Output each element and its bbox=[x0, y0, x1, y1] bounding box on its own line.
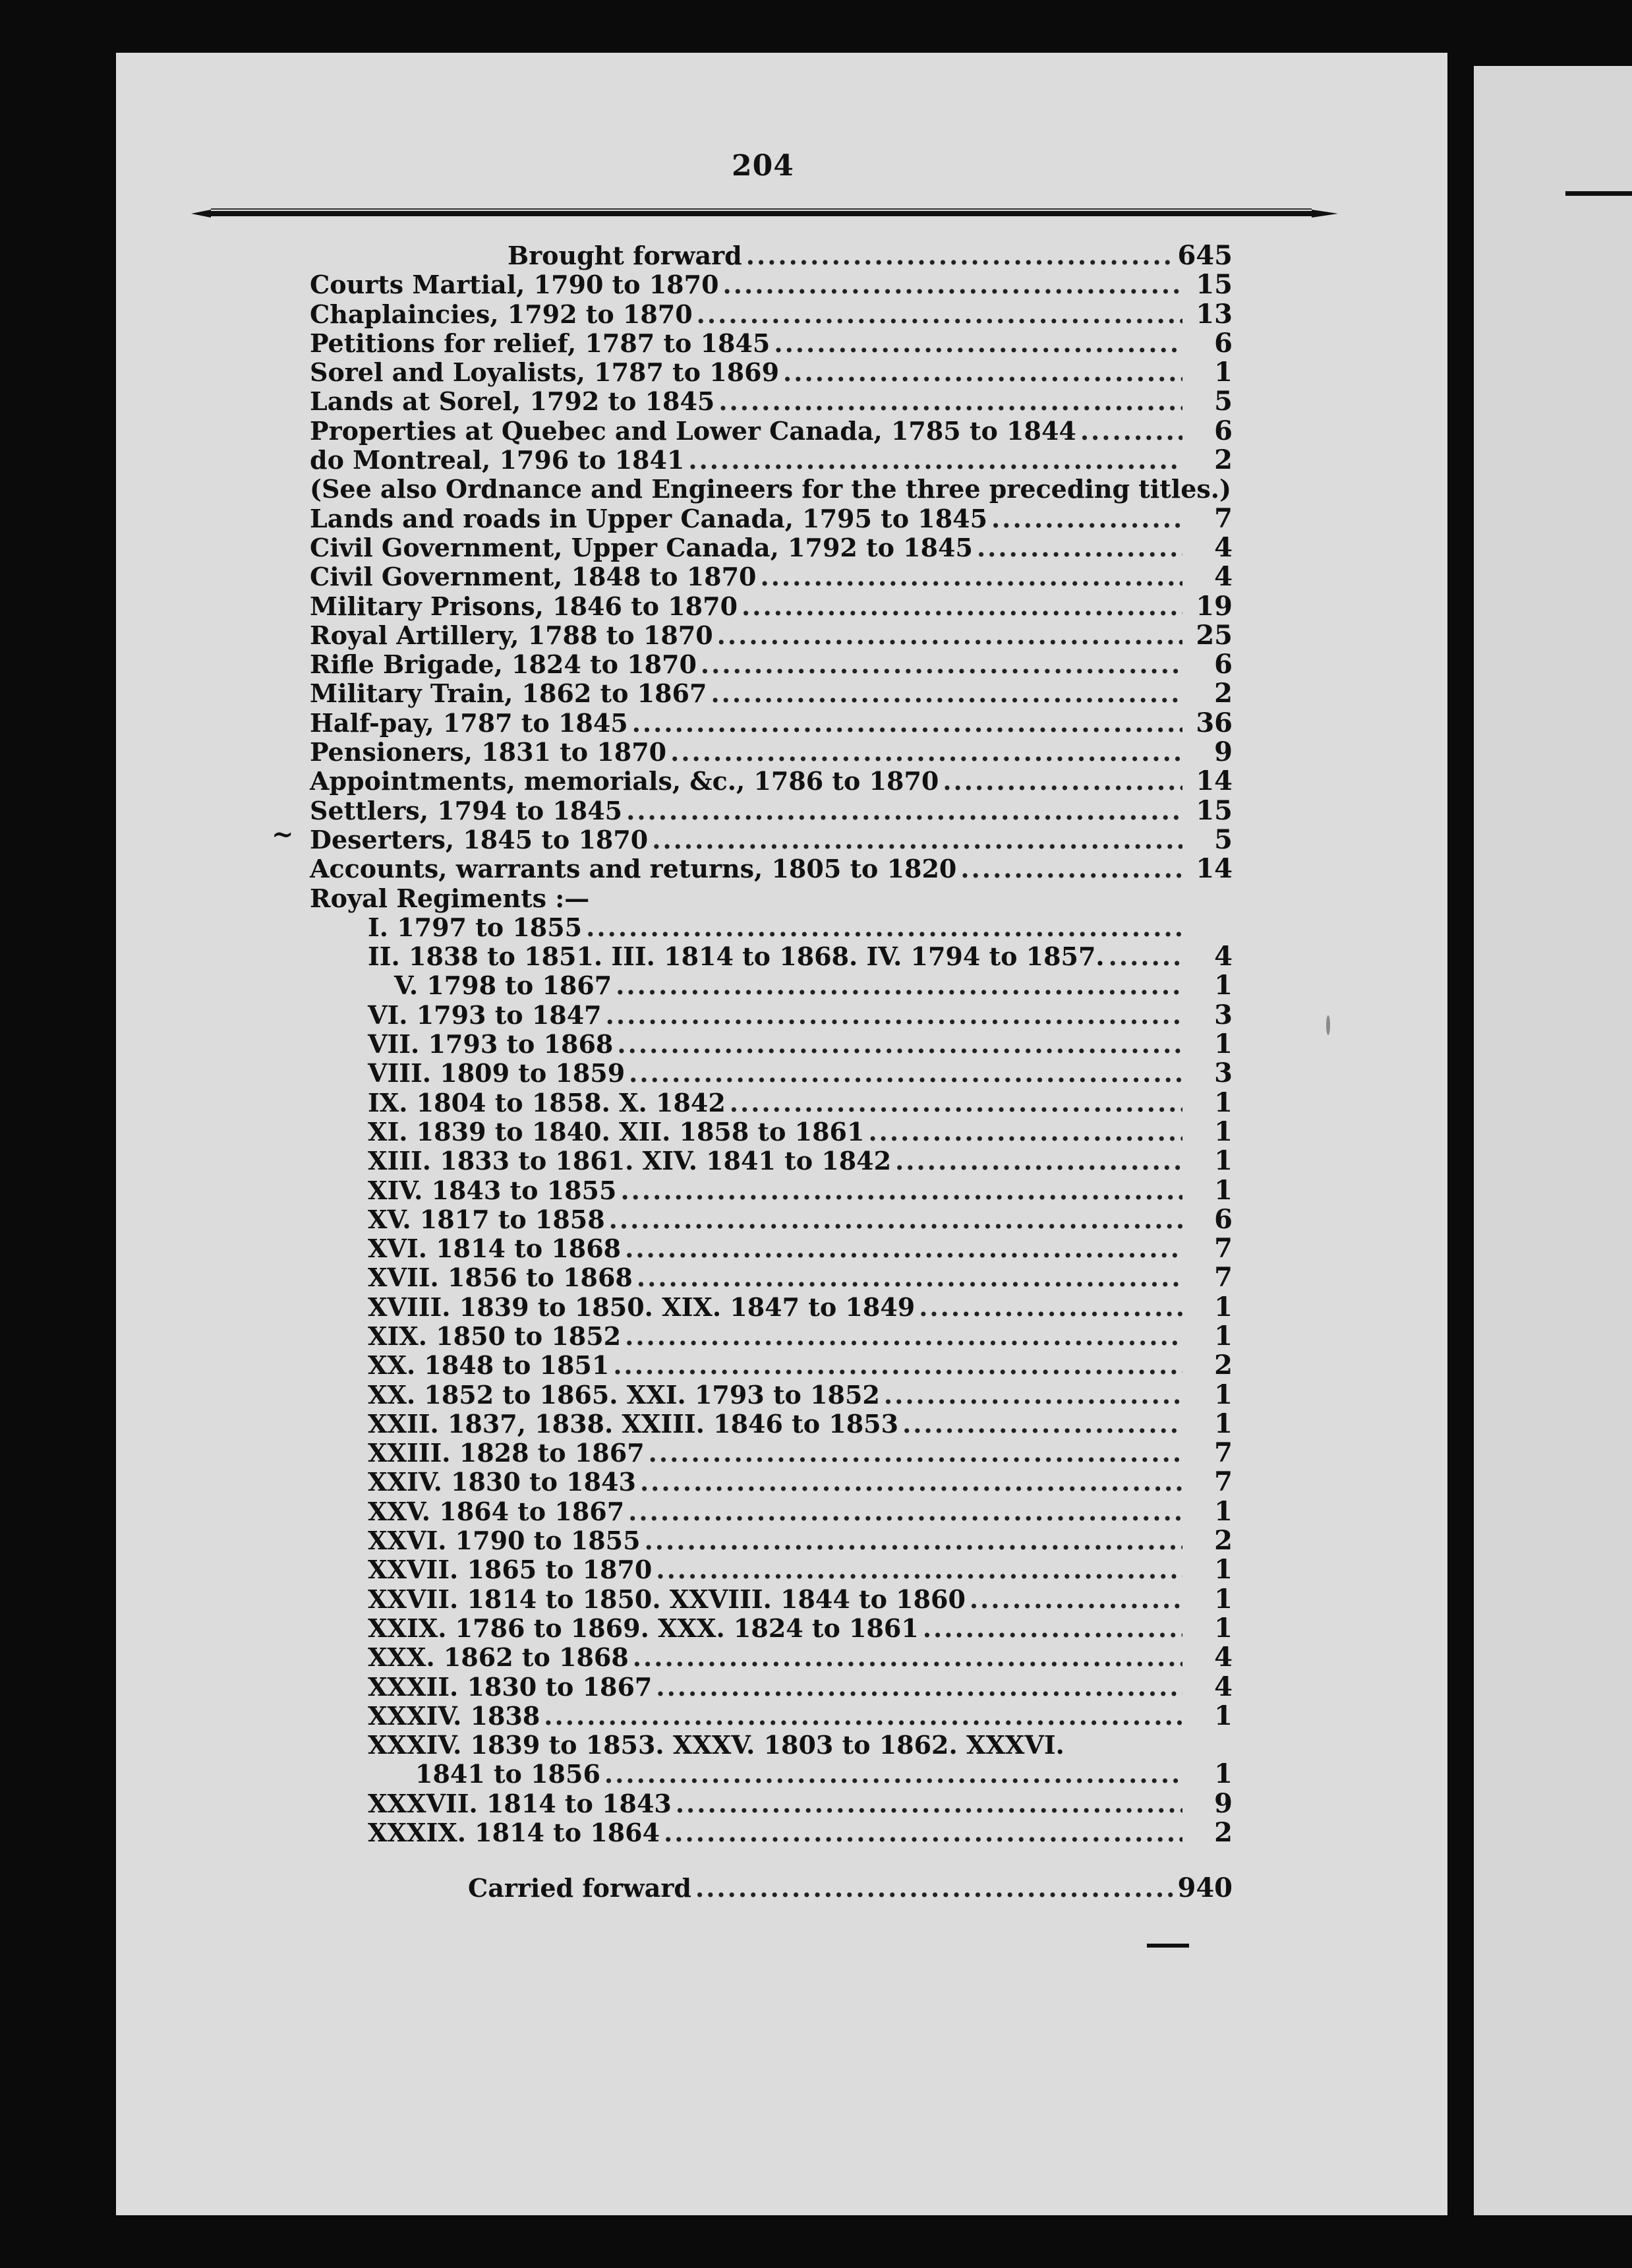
ledger-row bbox=[310, 1234, 1233, 1263]
ledger-row bbox=[310, 1147, 1233, 1176]
leader-dots bbox=[868, 1118, 1182, 1147]
ledger-row bbox=[310, 446, 1233, 475]
leader-dots bbox=[637, 1263, 1182, 1292]
ledger-row bbox=[310, 1614, 1233, 1643]
ledger-row bbox=[310, 971, 1233, 1000]
ledger-row bbox=[310, 1410, 1233, 1439]
leader-dots bbox=[652, 825, 1182, 854]
ledger-row bbox=[310, 1585, 1233, 1614]
entry-count: 7 bbox=[1214, 1437, 1233, 1469]
ledger-row bbox=[310, 1176, 1233, 1205]
leader-dots bbox=[919, 1293, 1182, 1322]
entry-text: Settlers, 1794 to 1845 bbox=[310, 795, 623, 825]
ledger-row bbox=[310, 767, 1233, 796]
ledger-list bbox=[310, 241, 1233, 1903]
entry-text: XXV. 1864 to 1867 bbox=[368, 1496, 625, 1526]
entry-text: Royal Artillery, 1788 to 1870 bbox=[310, 620, 713, 650]
leader-dots bbox=[977, 533, 1182, 562]
leader-dots bbox=[633, 1643, 1182, 1672]
entry-count: 15 bbox=[1196, 794, 1233, 826]
ledger-row bbox=[310, 1497, 1233, 1526]
entry-count: 19 bbox=[1196, 590, 1233, 622]
leader-dots bbox=[943, 767, 1182, 796]
entry-count: 940 bbox=[1177, 1872, 1233, 1904]
entry-text: XXII. 1837, 1838. XXIII. 1846 to 1853 bbox=[368, 1408, 899, 1439]
entry-text: Courts Martial, 1790 to 1870 bbox=[310, 270, 719, 300]
leader-dots bbox=[895, 1147, 1182, 1176]
leader-dots bbox=[626, 796, 1182, 825]
entry-text: Military Train, 1862 to 1867 bbox=[310, 678, 707, 709]
ledger-row bbox=[310, 358, 1233, 387]
ledger-row bbox=[310, 1205, 1233, 1234]
leader-dots bbox=[717, 621, 1182, 650]
entry-count: 5 bbox=[1214, 386, 1233, 417]
entry-count: 2 bbox=[1214, 1817, 1233, 1849]
ledger-row bbox=[310, 592, 1233, 621]
entry-text: Rifle Brigade, 1824 to 1870 bbox=[310, 649, 697, 680]
entry-count: 3 bbox=[1214, 999, 1233, 1030]
leader-dots bbox=[664, 1818, 1182, 1847]
ledger-row bbox=[310, 1263, 1233, 1292]
leader-dots bbox=[616, 971, 1182, 1000]
leader-dots bbox=[606, 1001, 1182, 1030]
entry-count: 1 bbox=[1214, 1758, 1233, 1790]
leader-dots bbox=[625, 1234, 1182, 1263]
ledger-row bbox=[310, 1439, 1233, 1468]
entry-text: XXVI. 1790 to 1855 bbox=[368, 1526, 641, 1556]
entry-count: 645 bbox=[1177, 240, 1233, 271]
leader-dots bbox=[701, 650, 1182, 679]
entry-text: XXIX. 1786 to 1869. XXX. 1824 to 1861 bbox=[368, 1613, 919, 1643]
entry-count: 1 bbox=[1214, 1174, 1233, 1206]
entry-count: 15 bbox=[1196, 269, 1233, 301]
ledger-row bbox=[310, 270, 1233, 299]
ledger-row bbox=[310, 1293, 1233, 1322]
entry-text: Civil Government, 1848 to 1870 bbox=[310, 562, 757, 592]
ledger-row bbox=[310, 1059, 1233, 1088]
entry-text: XXVII. 1865 to 1870 bbox=[368, 1555, 653, 1585]
leader-dots bbox=[1109, 942, 1182, 971]
entry-text: (See also Ordnance and Engineers for the three preceding titles.) bbox=[310, 474, 1232, 504]
entry-text: Half-pay, 1787 to 1845 bbox=[310, 707, 628, 738]
entry-text: Lands and roads in Upper Canada, 1795 to 1845 bbox=[310, 503, 988, 533]
leader-dots bbox=[640, 1468, 1182, 1497]
leader-dots bbox=[1080, 417, 1182, 446]
entry-text: Military Prisons, 1846 to 1870 bbox=[310, 591, 738, 621]
entry-text: VII. 1793 to 1868 bbox=[368, 1029, 614, 1059]
entry-count: 3 bbox=[1214, 1058, 1233, 1089]
leader-dots bbox=[711, 679, 1182, 708]
leader-dots bbox=[960, 854, 1182, 883]
entry-count: 1 bbox=[1214, 1554, 1233, 1586]
entry-count: 2 bbox=[1214, 1525, 1233, 1557]
leader-dots bbox=[617, 1030, 1182, 1059]
entry-text: XXXVII. 1814 to 1843 bbox=[368, 1788, 672, 1818]
leader-dots bbox=[718, 387, 1182, 416]
entry-text: XXIV. 1830 to 1843 bbox=[368, 1467, 636, 1497]
entry-count: 4 bbox=[1214, 561, 1233, 593]
brought-forward-row bbox=[310, 241, 1233, 270]
ledger-row bbox=[310, 1818, 1233, 1847]
leader-dots bbox=[730, 1089, 1182, 1118]
entry-text: I. 1797 to 1855 bbox=[368, 912, 583, 942]
leader-dots bbox=[923, 1614, 1182, 1643]
entry-text: Appointments, memorials, &c., 1786 to 1870 bbox=[310, 766, 939, 796]
entry-text: Chaplaincies, 1792 to 1870 bbox=[310, 299, 693, 329]
leader-dots bbox=[676, 1789, 1182, 1818]
entry-text: V. 1798 to 1867 bbox=[394, 970, 612, 1001]
leader-dots bbox=[620, 1176, 1182, 1205]
entry-count: 14 bbox=[1196, 853, 1233, 885]
ledger-row bbox=[310, 796, 1233, 825]
leader-dots bbox=[628, 1497, 1182, 1526]
leader-dots bbox=[760, 562, 1182, 591]
entry-text: XVIII. 1839 to 1850. XIX. 1847 to 1849 bbox=[368, 1292, 916, 1322]
leader-dots bbox=[970, 1585, 1182, 1614]
entry-count: 7 bbox=[1214, 1233, 1233, 1265]
entry-text: IX. 1804 to 1858. X. 1842 bbox=[368, 1087, 726, 1118]
entry-text: XVI. 1814 to 1868 bbox=[368, 1234, 622, 1264]
ledger-row bbox=[310, 1760, 1233, 1789]
entry-text: Royal Regiments :— bbox=[310, 883, 590, 913]
entry-text: XV. 1817 to 1858 bbox=[368, 1204, 605, 1234]
entry-count: 1 bbox=[1214, 1379, 1233, 1410]
entry-count: 6 bbox=[1214, 649, 1233, 680]
entry-count: 2 bbox=[1214, 1350, 1233, 1381]
ledger-row bbox=[310, 1030, 1233, 1059]
leader-dots bbox=[742, 592, 1182, 621]
ledger-row bbox=[310, 1089, 1233, 1118]
ledger-row bbox=[310, 329, 1233, 358]
entry-text: XI. 1839 to 1840. XII. 1858 to 1861 bbox=[368, 1116, 865, 1147]
ledger-row bbox=[310, 738, 1233, 767]
margin-mark: ~ bbox=[272, 819, 294, 850]
ledger-row bbox=[310, 1673, 1233, 1702]
entry-text: Lands at Sorel, 1792 to 1845 bbox=[310, 386, 715, 417]
header-rule bbox=[191, 206, 1338, 220]
entry-text: Pensioners, 1831 to 1870 bbox=[310, 737, 667, 767]
entry-count: 7 bbox=[1214, 502, 1233, 534]
entry-count: 2 bbox=[1214, 444, 1233, 476]
leader-dots bbox=[695, 1874, 1174, 1903]
entry-count: 1 bbox=[1214, 357, 1233, 388]
entry-text: XXXIV. 1839 to 1853. XXXV. 1803 to 1862. XXXVI. bbox=[368, 1730, 1064, 1760]
entry-count: 4 bbox=[1214, 941, 1233, 972]
leader-dots bbox=[991, 504, 1182, 533]
carried-forward-row bbox=[310, 1874, 1233, 1903]
total-rule bbox=[1147, 1944, 1189, 1948]
entry-count: 1 bbox=[1214, 1495, 1233, 1527]
leader-dots bbox=[670, 738, 1182, 767]
ledger-row bbox=[310, 884, 1233, 913]
leader-dots bbox=[723, 270, 1182, 299]
entry-text: 1841 to 1856 bbox=[415, 1759, 600, 1789]
ledger-row bbox=[310, 1381, 1233, 1410]
leader-dots bbox=[656, 1673, 1182, 1702]
leader-dots bbox=[629, 1059, 1182, 1088]
leader-dots bbox=[645, 1526, 1182, 1555]
ledger-row bbox=[310, 650, 1233, 679]
entry-text: XXXIV. 1838 bbox=[368, 1700, 540, 1731]
entry-text: XIV. 1843 to 1855 bbox=[368, 1175, 617, 1205]
ledger-row bbox=[310, 504, 1233, 533]
entry-count: 36 bbox=[1196, 707, 1233, 738]
ledger-row bbox=[310, 709, 1233, 738]
leader-dots bbox=[884, 1381, 1182, 1410]
entry-text: XIII. 1833 to 1861. XIV. 1841 to 1842 bbox=[368, 1146, 892, 1176]
ledger-row bbox=[310, 621, 1233, 650]
ledger-row bbox=[310, 1789, 1233, 1818]
leader-dots bbox=[688, 446, 1182, 475]
entry-count: 2 bbox=[1214, 678, 1233, 709]
leader-dots bbox=[774, 329, 1182, 358]
leader-dots bbox=[902, 1410, 1182, 1439]
leader-dots bbox=[544, 1702, 1182, 1731]
entry-text: Properties at Quebec and Lower Canada, 1785 to 1844 bbox=[310, 415, 1076, 446]
ledger-row bbox=[310, 1351, 1233, 1380]
entry-count: 9 bbox=[1214, 1787, 1233, 1819]
entry-count: 7 bbox=[1214, 1466, 1233, 1498]
entry-text: VI. 1793 to 1847 bbox=[368, 1000, 602, 1030]
entry-count: 4 bbox=[1214, 1671, 1233, 1702]
leader-dots bbox=[625, 1322, 1182, 1351]
leader-dots bbox=[586, 913, 1182, 942]
entry-count: 9 bbox=[1214, 736, 1233, 768]
leader-dots bbox=[604, 1760, 1182, 1789]
entry-text: Sorel and Loyalists, 1787 to 1869 bbox=[310, 357, 780, 388]
page-number: 204 bbox=[732, 149, 794, 183]
entry-text: II. 1838 to 1851. III. 1814 to 1868. IV. 1794 to 1857. bbox=[368, 941, 1105, 972]
ledger-row bbox=[310, 1702, 1233, 1731]
entry-count: 1 bbox=[1214, 1320, 1233, 1352]
ledger-row bbox=[310, 1322, 1233, 1351]
ledger-row bbox=[310, 475, 1233, 504]
entry-count: 1 bbox=[1214, 1612, 1233, 1644]
entry-text: Deserters, 1845 to 1870 bbox=[310, 824, 649, 854]
ledger-row bbox=[310, 942, 1233, 971]
leader-dots bbox=[697, 300, 1182, 329]
entry-text: VIII. 1809 to 1859 bbox=[368, 1058, 626, 1089]
ledger-row bbox=[310, 1643, 1233, 1672]
leader-dots bbox=[632, 709, 1182, 738]
entry-text: XXIII. 1828 to 1867 bbox=[368, 1438, 645, 1468]
entry-count: 1 bbox=[1214, 970, 1233, 1001]
entry-count: 14 bbox=[1196, 765, 1233, 797]
entry-count: 1 bbox=[1214, 1408, 1233, 1439]
entry-count: 1 bbox=[1214, 1029, 1233, 1060]
entry-text: do Montreal, 1796 to 1841 bbox=[310, 445, 685, 475]
entry-text: XVII. 1856 to 1868 bbox=[368, 1263, 633, 1293]
entry-count: 5 bbox=[1214, 823, 1233, 855]
ledger-row bbox=[310, 1468, 1233, 1497]
ledger-row bbox=[310, 387, 1233, 416]
entry-text: XIX. 1850 to 1852 bbox=[368, 1321, 622, 1351]
entry-text: Petitions for relief, 1787 to 1845 bbox=[310, 328, 771, 358]
leader-dots bbox=[656, 1555, 1182, 1584]
entry-text: XXXIX. 1814 to 1864 bbox=[368, 1818, 660, 1848]
entry-text: Accounts, warrants and returns, 1805 to 1820 bbox=[310, 854, 957, 884]
adjacent-page-edge bbox=[1474, 66, 1632, 2215]
entry-count: 13 bbox=[1196, 298, 1233, 330]
entry-text: XX. 1852 to 1865. XXI. 1793 to 1852 bbox=[368, 1379, 880, 1410]
entry-count: 25 bbox=[1196, 619, 1233, 651]
ledger-row bbox=[310, 1118, 1233, 1147]
ledger-row bbox=[310, 1526, 1233, 1555]
entry-text: XXXII. 1830 to 1867 bbox=[368, 1671, 653, 1702]
leader-dots bbox=[613, 1351, 1182, 1380]
adjacent-page-rule bbox=[1565, 191, 1632, 196]
entry-count: 6 bbox=[1214, 415, 1233, 446]
entry-text: Civil Government, Upper Canada, 1792 to 1845 bbox=[310, 532, 973, 562]
entry-text: XXVII. 1814 to 1850. XXVIII. 1844 to 1860 bbox=[368, 1584, 966, 1614]
ledger-row bbox=[310, 1731, 1233, 1760]
ledger-row bbox=[310, 300, 1233, 329]
entry-count: 4 bbox=[1214, 1642, 1233, 1673]
leader-dots bbox=[783, 358, 1182, 387]
leader-dots bbox=[649, 1439, 1182, 1468]
entry-count: 1 bbox=[1214, 1145, 1233, 1177]
leader-dots bbox=[746, 241, 1174, 270]
entry-count: 6 bbox=[1214, 1203, 1233, 1235]
ledger-row bbox=[310, 679, 1233, 708]
entry-text: Carried forward bbox=[468, 1873, 691, 1903]
entry-count: 1 bbox=[1214, 1700, 1233, 1731]
ledger-row bbox=[310, 825, 1233, 854]
ledger-row bbox=[310, 854, 1233, 883]
entry-count: 1 bbox=[1214, 1087, 1233, 1118]
ledger-row bbox=[310, 913, 1233, 942]
leader-dots bbox=[609, 1205, 1182, 1234]
entry-text: Brought forward bbox=[508, 241, 742, 270]
entry-count: 7 bbox=[1214, 1262, 1233, 1294]
entry-text: XXX. 1862 to 1868 bbox=[368, 1642, 629, 1673]
entry-count: 4 bbox=[1214, 531, 1233, 563]
ledger-row bbox=[310, 1555, 1233, 1584]
entry-count: 1 bbox=[1214, 1583, 1233, 1615]
entry-count: 6 bbox=[1214, 327, 1233, 359]
entry-text: XX. 1848 to 1851 bbox=[368, 1350, 610, 1381]
ledger-row bbox=[310, 533, 1233, 562]
ledger-row bbox=[310, 562, 1233, 591]
entry-count: 1 bbox=[1214, 1116, 1233, 1147]
scan-speck bbox=[1326, 1015, 1330, 1035]
ledger-row bbox=[310, 417, 1233, 446]
entry-count: 1 bbox=[1214, 1291, 1233, 1323]
ledger-row bbox=[310, 1001, 1233, 1030]
